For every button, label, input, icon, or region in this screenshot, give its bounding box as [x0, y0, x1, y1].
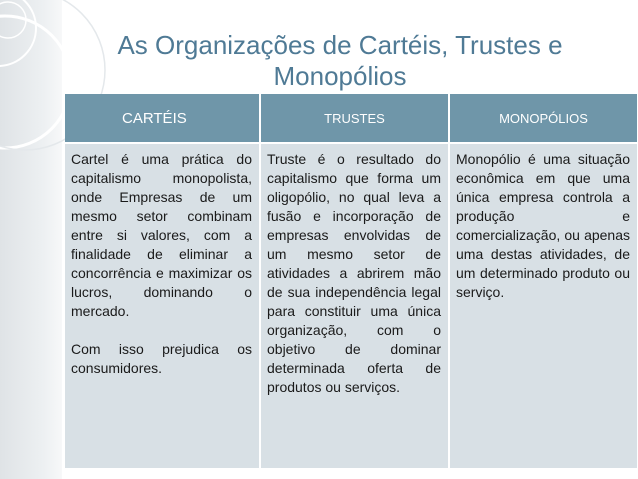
carteis-paragraph-2: Com isso prejudica os consumidores.: [71, 341, 252, 376]
comparison-table: [65, 94, 637, 468]
cell-carteis: [65, 143, 260, 468]
table-header-row: [65, 94, 637, 143]
carteis-paragraph-1: Cartel é uma prática do capitalismo monopolista, onde Empresas de um mesmo setor combinam entre si valores, com a finalidade de eliminar a concorrência e maximizar os lucros, dominando o mercado.: [71, 151, 252, 319]
slide-title: [90, 30, 590, 92]
table-row: [65, 143, 637, 468]
header-trustes: TRUSTES: [260, 94, 449, 143]
cell-monopolios: Monopólio é uma situação econômica em que uma única empresa controla a produção e comercialização, ou apenas uma destas atividades, de um determinado produto ou serviço.: [449, 143, 637, 468]
slide-title-line-2: Monopólios: [273, 61, 407, 91]
header-monopolios: MONOPÓLIOS: [449, 94, 637, 143]
decorative-ring-small: [0, 0, 36, 66]
decorative-ring-inner: [0, 2, 26, 38]
slide-title-line-1: As Organizações de Cartéis, Trustes e: [117, 30, 563, 60]
cell-trustes: Truste é o resultado do capitalismo que forma um oligopólio, no qual leva a fusão e incorporação de empresas envolvidas de um mesmo setor de atividades a abrirem mão de sua independência legal para constituir uma única organização, com o objetivo de dominar determinada oferta de produtos ou serviços.: [260, 143, 449, 468]
header-carteis: CARTÉIS: [65, 94, 260, 143]
